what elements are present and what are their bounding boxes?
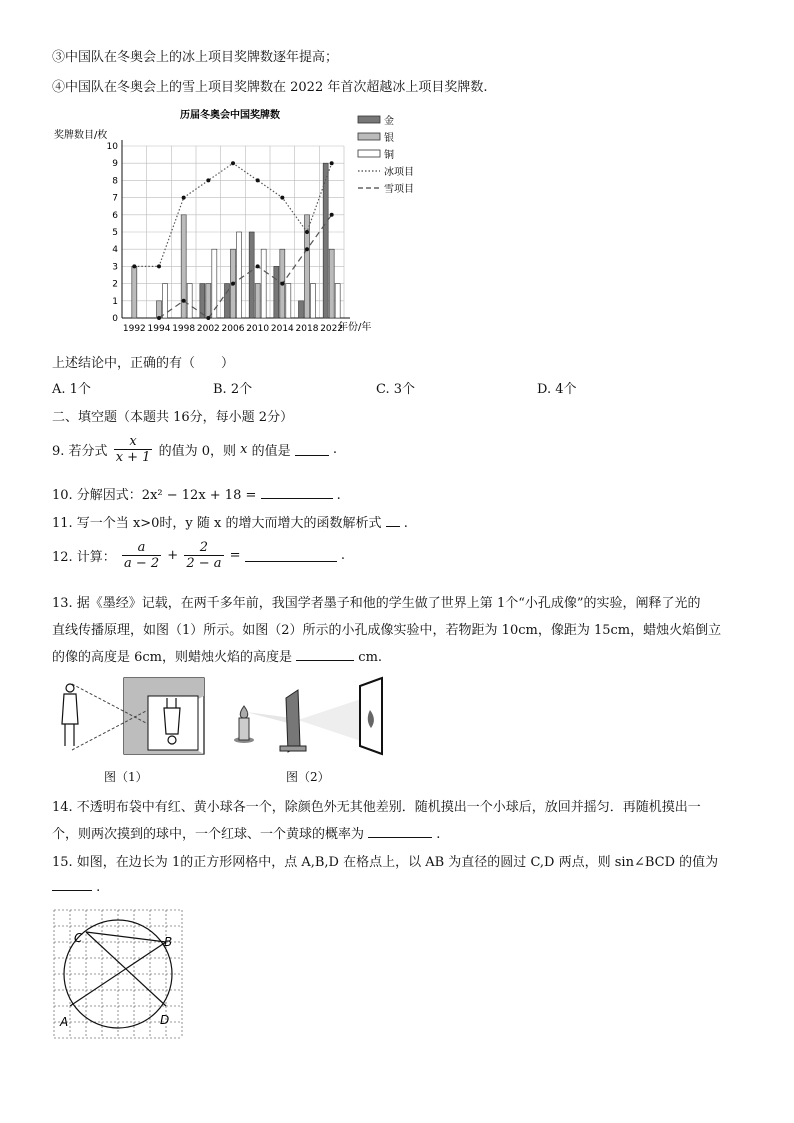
point-雪项目 bbox=[231, 282, 235, 286]
medal-chart bbox=[52, 104, 432, 344]
bar-金 bbox=[299, 301, 304, 318]
q13-line-2: 直线传播原理，如图（1）所示。如图（2）所示的小孔成像实验中，若物距为 10cm，像距为 15cm，蜡烛火焰倒立 bbox=[52, 623, 722, 638]
q11-text: 11. 写一个当 x>0时，y 随 x 的增大而增大的函数解析式 bbox=[52, 516, 382, 531]
q12-f2-numerator: 2 bbox=[199, 540, 209, 555]
y-tick-label: 3 bbox=[112, 262, 118, 273]
x-tick-label: 2006 bbox=[221, 324, 245, 334]
bars bbox=[132, 163, 340, 318]
option-d[interactable]: D. 4个 bbox=[537, 382, 577, 397]
circle-grid-figure bbox=[50, 906, 190, 1056]
option-b[interactable]: B. 2个 bbox=[213, 382, 253, 397]
q12-eq: = bbox=[229, 548, 241, 563]
pinhole-figure-2 bbox=[228, 676, 388, 756]
q11-answer-blank[interactable] bbox=[386, 514, 400, 527]
q12-fraction-2 bbox=[184, 540, 223, 571]
point-冰项目 bbox=[305, 230, 309, 234]
q14-line-2b: . bbox=[436, 827, 441, 842]
legend-swatch bbox=[358, 133, 380, 140]
q15-line-1: 15. 如图，在边长为 1的正方形网格中，点 A,B,D 在格点上，以 AB 为直径的圆过 C,D 两点，则 sin∠BCD 的值为 bbox=[52, 855, 719, 870]
q9-post: 的值为 0，则 bbox=[158, 444, 236, 459]
point-雪项目 bbox=[305, 247, 309, 251]
q15-answer-blank[interactable] bbox=[52, 878, 92, 891]
q13-line-3 bbox=[52, 646, 382, 665]
point-雪项目 bbox=[330, 213, 334, 217]
q8-prompt: 上述结论中，正确的有（ ） bbox=[52, 356, 235, 371]
point-冰项目 bbox=[132, 264, 136, 268]
legend-label: 雪项目 bbox=[384, 184, 414, 195]
option-c[interactable]: C. 3个 bbox=[376, 382, 416, 397]
y-tick-label: 6 bbox=[112, 210, 118, 221]
q14-line-2 bbox=[52, 823, 440, 842]
q13-line-3b: cm. bbox=[358, 650, 383, 665]
y-tick-label: 10 bbox=[106, 142, 118, 152]
bar-铜 bbox=[237, 232, 242, 318]
x-tick-label: 2010 bbox=[246, 324, 270, 334]
bar-金 bbox=[249, 232, 254, 318]
q14-line-2a: 个，则两次摸到的球中，一个红球、一个黄球的概率为 bbox=[52, 827, 365, 842]
q10-answer-blank[interactable] bbox=[261, 486, 333, 499]
section-heading: 二、填空题（本题共 16分，每小题 2分） bbox=[52, 410, 294, 425]
legend-label: 冰项目 bbox=[384, 167, 414, 178]
q12-f1-numerator: a bbox=[137, 540, 146, 555]
bar-银 bbox=[157, 301, 162, 318]
legend-label: 金 bbox=[384, 116, 394, 127]
q12-fraction-1 bbox=[122, 540, 161, 571]
y-ticks bbox=[107, 142, 119, 324]
q12-pre: 12. 计算： bbox=[52, 550, 116, 565]
q9-post2: 的值是 bbox=[251, 444, 291, 459]
q11-end: . bbox=[403, 516, 408, 531]
bar-铜 bbox=[335, 284, 340, 318]
label-b: B bbox=[164, 935, 173, 949]
figure-2-caption: 图（2） bbox=[286, 770, 330, 784]
q12-f1-denominator: a − 2 bbox=[123, 556, 160, 571]
point-冰项目 bbox=[206, 178, 210, 182]
x-tick-label: 2018 bbox=[295, 324, 319, 334]
point-雪项目 bbox=[157, 316, 161, 320]
label-d: D bbox=[160, 1013, 170, 1027]
bar-金 bbox=[274, 266, 279, 318]
candle bbox=[234, 706, 254, 743]
y-tick-label: 8 bbox=[112, 176, 118, 187]
bar-铜 bbox=[261, 249, 266, 318]
y-tick-label: 4 bbox=[112, 245, 118, 256]
light-beam bbox=[246, 712, 292, 724]
q14-line-1: 14. 不透明布袋中有红、黄小球各一个，除颜色外无其他差别．随机摸出一个小球后，放回并摇匀．再随机摸出一 bbox=[52, 800, 701, 815]
q15-end: . bbox=[96, 880, 101, 895]
x-axis-label: 年份/年 bbox=[338, 322, 372, 333]
x-tick-label: 2014 bbox=[270, 324, 294, 334]
q9-var: x bbox=[240, 442, 248, 457]
statement-3: ③中国队在冬奥会上的冰上项目奖牌数逐年提高； bbox=[52, 50, 339, 65]
inner-frame bbox=[148, 696, 198, 750]
bar-银 bbox=[206, 284, 211, 318]
pinhole-figure-1 bbox=[48, 676, 208, 756]
chart-title: 历届冬奥会中国奖牌数 bbox=[180, 110, 280, 121]
projection-screen bbox=[360, 678, 382, 754]
y-tick-label: 0 bbox=[112, 314, 118, 324]
point-冰项目 bbox=[280, 196, 284, 200]
q9-pre: 9. 若分式 bbox=[52, 444, 108, 459]
q12-f2-denominator: 2 − a bbox=[186, 556, 222, 571]
q10-end: . bbox=[336, 488, 341, 503]
point-冰项目 bbox=[256, 178, 260, 182]
y-tick-label: 2 bbox=[112, 279, 118, 290]
light-beam bbox=[298, 698, 364, 742]
q10-text: 10. 分解因式：2x² − 12x + 18 = bbox=[52, 488, 257, 503]
q9-answer-blank[interactable] bbox=[295, 443, 329, 456]
y-tick-label: 5 bbox=[112, 228, 118, 238]
q9-numerator: x bbox=[129, 434, 137, 449]
q15-line-2 bbox=[52, 878, 100, 895]
q9-denominator: x + 1 bbox=[115, 450, 151, 465]
point-雪项目 bbox=[182, 299, 186, 303]
legend-label: 铜 bbox=[384, 150, 394, 161]
q13-line-3a: 的像的高度是 6cm，则蜡烛火焰的高度是 bbox=[52, 650, 293, 665]
point-雪项目 bbox=[256, 264, 260, 268]
bar-银 bbox=[255, 284, 260, 318]
statement-4: ④中国队在冬奥会上的雪上项目奖牌数在 2022 年首次超越冰上项目奖牌数. bbox=[52, 80, 488, 95]
question-9 bbox=[52, 434, 337, 465]
y-tick-label: 9 bbox=[112, 159, 118, 170]
y-axis-label: 奖牌数目/枚 bbox=[54, 130, 108, 141]
bar-铜 bbox=[286, 284, 291, 318]
point-冰项目 bbox=[231, 161, 235, 165]
bar-银 bbox=[132, 266, 137, 318]
bar-银 bbox=[329, 249, 334, 318]
point-冰项目 bbox=[330, 161, 334, 165]
bar-铜 bbox=[311, 284, 316, 318]
x-tick-label: 1992 bbox=[122, 324, 146, 334]
x-tick-label: 1994 bbox=[147, 324, 171, 334]
y-tick-label: 1 bbox=[112, 296, 118, 307]
label-a: A bbox=[60, 1015, 69, 1029]
q12-plus: + bbox=[167, 548, 179, 563]
question-11 bbox=[52, 512, 408, 531]
q13-answer-blank[interactable] bbox=[296, 648, 354, 661]
bar-铜 bbox=[163, 284, 168, 318]
point-冰项目 bbox=[182, 196, 186, 200]
point-冰项目 bbox=[157, 264, 161, 268]
point-雪项目 bbox=[280, 282, 284, 286]
x-tick-label: 1998 bbox=[172, 324, 196, 334]
x-ticks bbox=[123, 324, 343, 334]
y-tick-label: 7 bbox=[112, 193, 118, 204]
label-c: C bbox=[74, 931, 83, 945]
legend-swatch bbox=[358, 116, 380, 123]
q14-answer-blank[interactable] bbox=[368, 825, 432, 838]
legend-swatch bbox=[358, 150, 380, 157]
q12-end: . bbox=[340, 548, 345, 563]
point-雪项目 bbox=[206, 316, 210, 320]
figure-1-caption: 图（1） bbox=[104, 770, 148, 784]
x-tick-label: 2002 bbox=[196, 324, 220, 334]
legend-label: 银 bbox=[384, 133, 394, 144]
question-10 bbox=[52, 484, 341, 503]
person-upright bbox=[62, 684, 78, 746]
q9-fraction bbox=[114, 434, 153, 465]
option-a[interactable]: A. 1个 bbox=[52, 382, 91, 397]
segment-cd bbox=[86, 932, 166, 1006]
q13-line-1: 13. 据《墨经》记载，在两千多年前，我国学者墨子和他的学生做了世界上第 1个“小孔成像”的实验，阐释了光的 bbox=[52, 596, 701, 611]
q9-end: . bbox=[332, 442, 338, 457]
bar-铜 bbox=[187, 284, 192, 318]
x-tick-label: 2022 bbox=[320, 324, 344, 334]
chart-legend bbox=[358, 114, 414, 195]
q12-answer-blank[interactable] bbox=[245, 549, 337, 562]
question-12 bbox=[52, 540, 345, 571]
